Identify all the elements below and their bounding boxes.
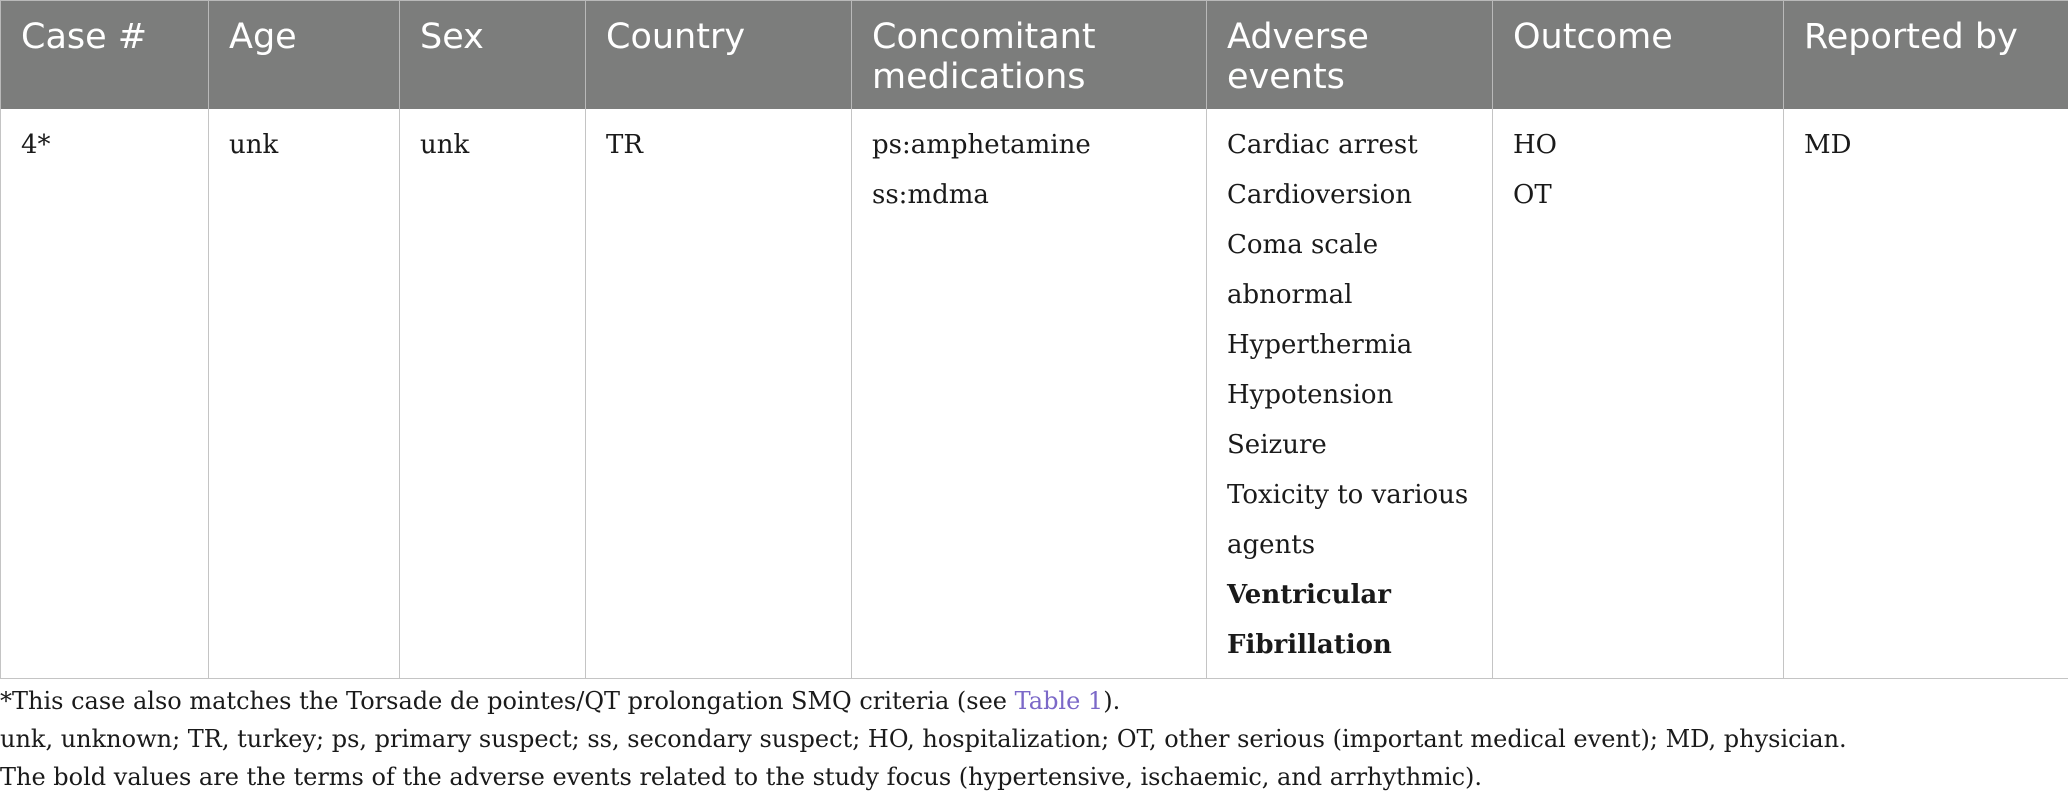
- adverse-event-item: Seizure: [1227, 430, 1327, 460]
- cell-case: 4*: [1, 109, 209, 679]
- header-country: Country: [586, 1, 852, 110]
- footnote-text: *This case also matches the Torsade de pointes/QT prolongation SMQ criteria (see: [0, 687, 1015, 715]
- adverse-event-item: Hyperthermia: [1227, 330, 1413, 360]
- adverse-event-item: Cardiac arrest: [1227, 130, 1418, 160]
- cell-age: unk: [209, 109, 400, 679]
- footnote-bold-values: The bold values are the terms of the adverse events related to the study focus (hypertensive, ischaemic, and arrhythmic).: [0, 763, 1483, 791]
- cell-country: TR: [586, 109, 852, 679]
- table-row: [1, 109, 2068, 679]
- header-age: Age: [209, 1, 400, 110]
- header-row: [1, 1, 2068, 110]
- adverse-event-item: Cardioversion: [1227, 180, 1412, 210]
- header-medications: Concomitant medications: [852, 1, 1207, 110]
- cell-reported-by: MD: [1784, 109, 2068, 679]
- cell-adverse-events: [1207, 109, 1493, 679]
- medication-item: ss:mdma: [872, 180, 989, 210]
- footnote-case-match: [0, 682, 2068, 720]
- header-outcome: Outcome: [1493, 1, 1784, 110]
- header-reported-by: Reported by: [1784, 1, 2068, 110]
- adverse-event-bold-item: Fibrillation: [1227, 630, 1392, 660]
- adverse-event-item: agents: [1227, 530, 1316, 560]
- medication-item: ps:amphetamine: [872, 130, 1091, 160]
- header-sex: Sex: [400, 1, 586, 110]
- cell-sex: unk: [400, 109, 586, 679]
- footnote-text: ).: [1103, 687, 1121, 715]
- cell-outcome: [1493, 109, 1784, 679]
- footnote-abbreviations: unk, unknown; TR, turkey; ps, primary suspect; ss, secondary suspect; HO, hospitalization; OT, other serious (important medical event); MD, physician.: [0, 725, 1847, 753]
- adverse-event-item: Coma scale: [1227, 230, 1379, 260]
- footnotes: [0, 682, 2068, 796]
- outcome-item: OT: [1513, 180, 1552, 210]
- outcome-item: HO: [1513, 130, 1557, 160]
- adverse-event-item: Hypotension: [1227, 380, 1394, 410]
- header-case: Case #: [1, 1, 209, 110]
- header-adverse-events: Adverse events: [1207, 1, 1493, 110]
- adverse-event-item: Toxicity to various: [1227, 480, 1469, 510]
- table-1-link[interactable]: Table 1: [1014, 687, 1104, 715]
- adverse-event-bold-item: Ventricular: [1227, 580, 1391, 610]
- adverse-event-item: abnormal: [1227, 280, 1353, 310]
- cell-medications: [852, 109, 1207, 679]
